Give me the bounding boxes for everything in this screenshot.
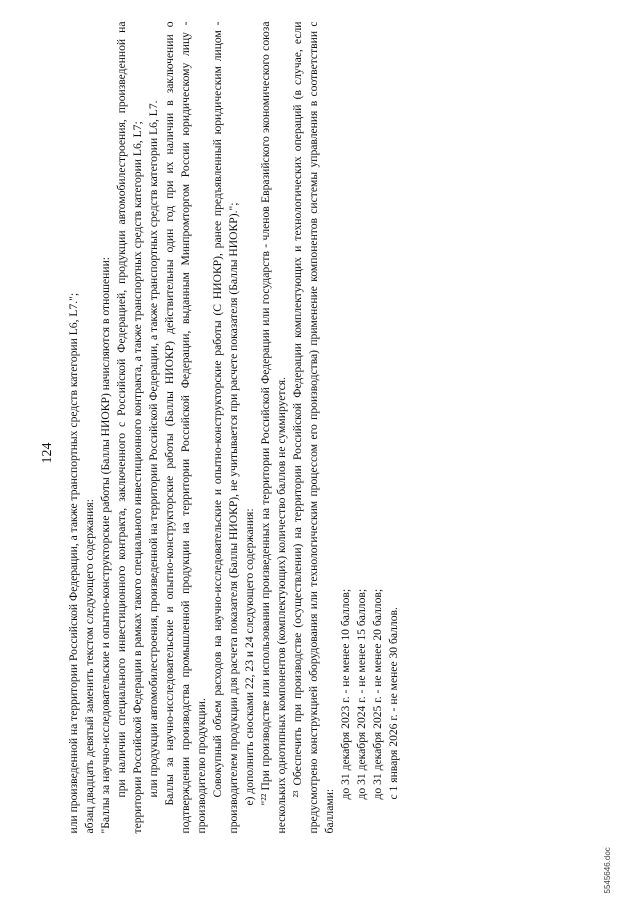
footnote-22: "²² При производстве или использовании произведенных на территории Российской Федерации или государств - членов Евразийского экономического союза нескольких однотипных компонентов (комплектующих) количество баллов не суммируется. xyxy=(259,21,288,833)
list-item-2023: до 31 декабря 2023 г. - не менее 10 баллов; xyxy=(339,588,352,799)
paragraph-continuation: или произведенной на территории Российской Федерации, а также транспортных средств категории L6, L7."; xyxy=(67,292,80,833)
list-item-2024: до 31 декабря 2024 г. - не менее 15 баллов; xyxy=(355,588,368,799)
paragraph-special-contract: при наличии специального инвестиционного контракта, заключенного с Российской Федерацией, продукции автомобилестроения, произведенной на территории Российской Федерации в рамках такого специального инвестиционного контракта, а также транспортных средств категории L6, L7; xyxy=(115,21,144,833)
footnote-23: ²³ Обеспечить при производстве (осуществлении) на территории Российской Федерации комплектующих и технологических операций (в случае, если предусмотрено конструкцией оборудования или технологическим процессом его производства) применение компонентов системы управления в соответствии с баллами: xyxy=(291,21,336,833)
paragraph-total-expenses: Совокупный объем расходов на научно-исследовательские и опытно-конструкторские работы (С НИОКР), ранее предъявленный юридическим лицом - производителем продукции для расчета показателя (Баллы НИОКР), не учитывается при расчете показателя (Баллы НИОКР)."; xyxy=(211,21,240,833)
paragraph-add-footnotes: е) дополнить сносками 22, 23 и 24 следующего содержания: xyxy=(243,507,256,805)
page-number: 124 xyxy=(40,442,55,463)
paragraph-points-intro: "Баллы за научно-исследовательские и опытно-конструкторские работы (Баллы НИОКР) начисляются в отношении: xyxy=(99,256,112,833)
document-body xyxy=(66,21,402,833)
list-item-2026: с 1 января 2026 г. - не менее 30 баллов. xyxy=(387,606,400,799)
paragraph-points-validity: Баллы за научно-исследовательские и опытно-конструкторские работы (Баллы НИОКР) действительны один год при их наличии в заключении о подтверждении производства промышленной продукции на территории Российской Федерации, выданным Минпромторгом России юридическому лицу - производителю продукции. xyxy=(163,21,208,833)
paragraph-instruction-29: абзац двадцать девятый заменить текстом следующего содержания: xyxy=(83,498,96,833)
document-footer-filename: 5545646.doc xyxy=(603,846,612,893)
list-item-2025: до 31 декабря 2025 г. - не менее 20 баллов; xyxy=(371,588,384,799)
paragraph-or-products: или продукции автомобилестроения, произведенной на территории Российской Федерации, а также транспортных средств категории L6, L7. xyxy=(147,99,160,797)
